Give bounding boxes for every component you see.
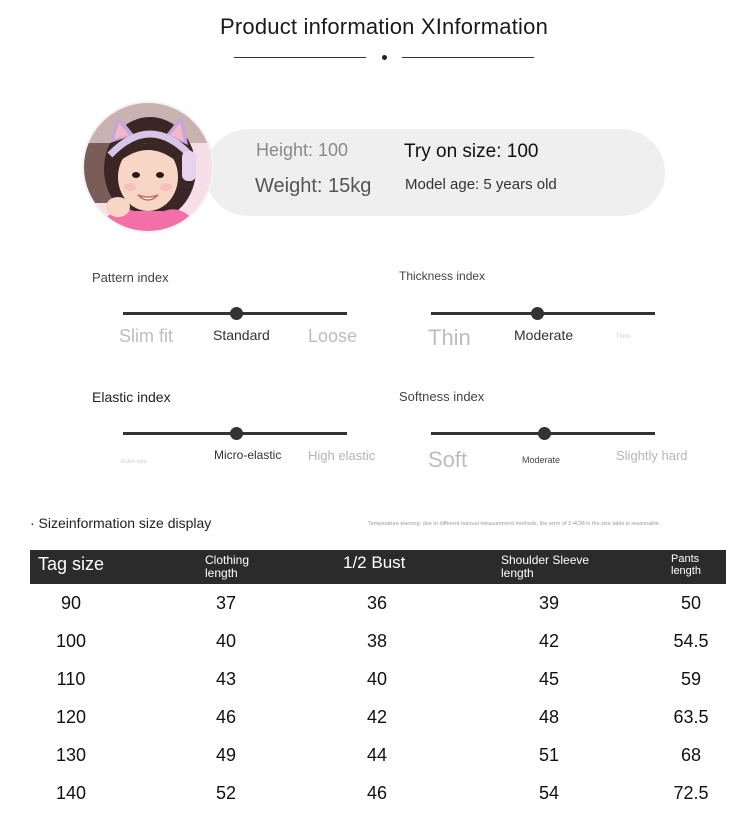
header-clothing-length: Clothing length	[205, 553, 250, 580]
pattern-index-label: Pattern index	[92, 270, 169, 285]
pattern-index-knob	[230, 307, 243, 320]
title-divider-dot	[382, 55, 387, 60]
header-pants-length: Pants length	[671, 553, 701, 577]
softness-option-moderate: Moderate	[522, 455, 561, 465]
cell-half-bust: 36	[366, 593, 388, 613]
cell-shoulder-sleeve-length: 45	[538, 669, 560, 689]
cell-pants-length: 50	[680, 593, 702, 613]
cell-clothing-length: 37	[215, 593, 237, 613]
cell-clothing-length: 52	[215, 783, 237, 803]
cell-half-bust: 46	[366, 783, 388, 803]
header-shoulder-sleeve-length: Shoulder Sleeve length	[501, 553, 590, 580]
model-try-on-size: Try on size: 100	[404, 141, 539, 162]
model-height: Height: 100	[256, 140, 349, 160]
softness-option-slightly-hard: Slightly hard	[616, 448, 688, 463]
pattern-option-loose: Loose	[308, 326, 358, 346]
title-divider-right	[402, 57, 534, 58]
thickness-index-knob	[531, 307, 544, 320]
cell-half-bust: 40	[366, 669, 388, 689]
size-table-warning: Temperature warning: due to different manual measurement methods, the error of 2-4CM in the size table is reasonable.	[368, 521, 661, 527]
softness-option-soft: Soft	[428, 447, 468, 472]
cell-pants-length: 72.5	[673, 783, 709, 803]
cell-tag-size: 90	[60, 593, 82, 613]
cell-clothing-length: 43	[215, 669, 237, 689]
cell-pants-length: 68	[680, 745, 702, 765]
cell-shoulder-sleeve-length: 54	[538, 783, 560, 803]
cell-half-bust: 42	[366, 707, 388, 727]
cell-half-bust: 38	[366, 631, 388, 651]
pattern-option-slim-fit: Slim fit	[119, 326, 173, 346]
header-tag-size: Tag size	[38, 554, 105, 574]
cell-pants-length: 63.5	[673, 707, 709, 727]
cell-half-bust: 44	[366, 745, 388, 765]
model-age: Model age: 5 years old	[405, 176, 557, 193]
model-avatar	[84, 103, 212, 231]
page-title: Product information XInformation	[220, 14, 548, 39]
cell-pants-length: 54.5	[673, 631, 709, 651]
cell-tag-size: 140	[55, 783, 87, 803]
cell-tag-size: 130	[55, 745, 87, 765]
header-half-bust: 1/2 Bust	[343, 553, 406, 572]
cell-shoulder-sleeve-length: 42	[538, 631, 560, 651]
elastic-option-high-elastic: High elastic	[308, 448, 376, 463]
softness-index-knob	[538, 427, 551, 440]
thickness-option-moderate: Moderate	[514, 327, 574, 343]
elastic-index-knob	[230, 427, 243, 440]
cell-tag-size: 100	[55, 631, 87, 651]
model-weight: Weight: 15kg	[255, 175, 372, 197]
title-divider-left	[234, 57, 366, 58]
pattern-option-standard: Standard	[213, 327, 270, 343]
cell-shoulder-sleeve-length: 48	[538, 707, 560, 727]
cell-clothing-length: 40	[215, 631, 237, 651]
softness-index-label: Softness index	[399, 389, 485, 404]
thickness-option-thick: Thick	[616, 334, 631, 340]
cell-shoulder-sleeve-length: 39	[538, 593, 560, 613]
size-section-heading: · Sizeinformation size display	[30, 515, 212, 531]
elastic-option-micro-elastic: Micro-elastic	[214, 448, 282, 462]
thickness-option-thin: Thin	[428, 325, 471, 350]
thickness-index-label: Thickness index	[399, 269, 486, 283]
cell-shoulder-sleeve-length: 51	[538, 745, 560, 765]
elastic-index-label: Elastic index	[92, 389, 171, 405]
cell-clothing-length: 49	[215, 745, 237, 765]
cell-tag-size: 110	[56, 669, 86, 689]
cell-tag-size: 120	[55, 707, 87, 727]
size-table-header	[30, 550, 726, 584]
cell-clothing-length: 46	[215, 707, 237, 727]
elastic-option-bullet-type: Bullet-type	[121, 459, 147, 465]
cell-pants-length: 59	[680, 669, 702, 689]
